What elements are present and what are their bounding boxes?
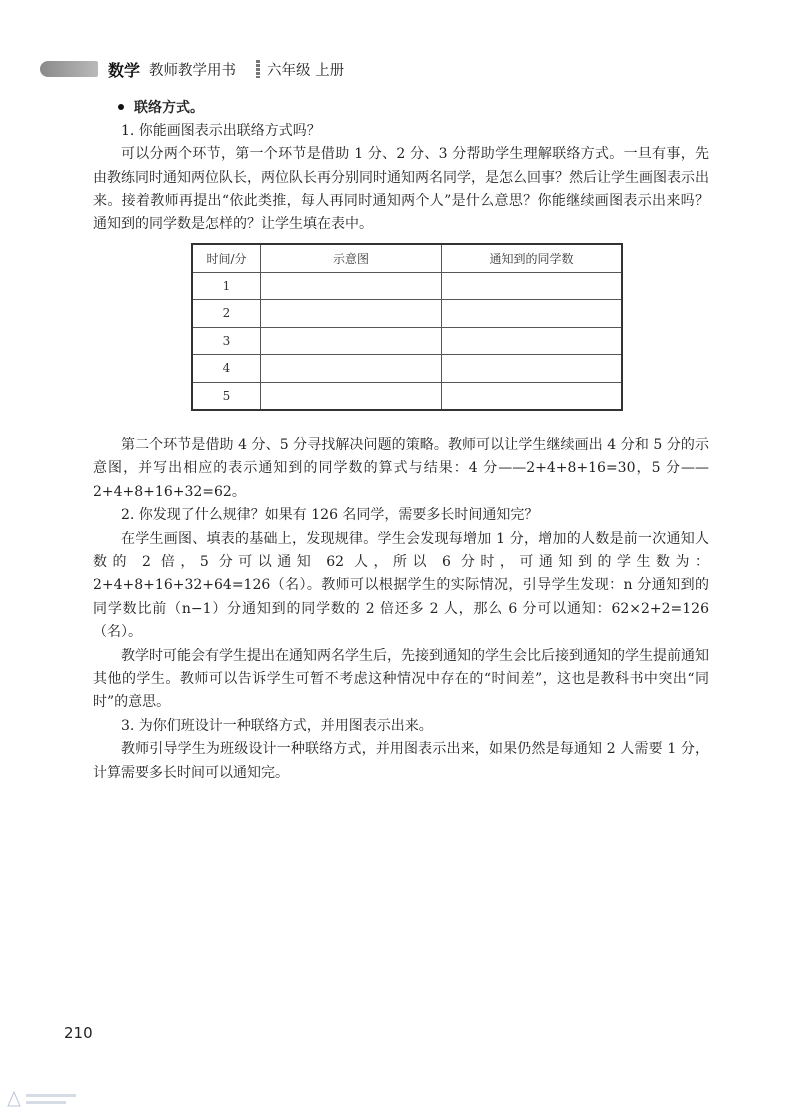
diagram-cell (261, 327, 442, 355)
time-cell: 4 (192, 355, 261, 383)
count-cell (442, 327, 623, 355)
watermark-logo (4, 1088, 82, 1110)
col-diagram: 示意图 (261, 244, 442, 272)
paragraph-3: 在学生画图、填表的基础上，发现规律。学生会发现每增加 1 分，增加的人数是前一次通知人数的 2 倍，5 分可以通知 62 人，所以 6 分时，可通知到的学生数为：2+4+8+16+32+64=126（名）。教师可以根据学生的实际情况，引导学生发现：n 分通知到的同学数比前（n−1）分通知到的同学数的 2 倍还多 2 人，那么 6 分可以通知：62×2+2=126（名）。 (93, 530, 709, 641)
paragraph-2: 第二个环节是借助 4 分、5 分寻找解决问题的策略。教师可以让学生继续画出 4 分和 5 分的示意图，并写出相应的表示通知到的同学数的算式与结果：4 分——2+4+8+16=30，5 分——2+4+8+16+32=62。 (93, 437, 709, 500)
header-subject: 数学 (108, 61, 141, 80)
table-row (192, 355, 622, 383)
count-cell (442, 355, 623, 383)
question-1: 1. 你能画图表示出联络方式吗？ (121, 123, 321, 140)
section-title: 联络方式。 (134, 100, 204, 116)
diagram-cell (261, 355, 442, 383)
notification-table (191, 243, 623, 411)
header-separator (256, 60, 260, 78)
question-3: 3. 为你们班设计一种联络方式，并用图表示出来。 (121, 717, 433, 734)
paragraph-5: 教师引导学生为班级设计一种联络方式，并用图表示出来，如果仍然是每通知 2 人需要 1 分，计算需要多长时间可以通知完。 (93, 741, 709, 781)
col-time: 时间/分 (192, 244, 261, 272)
content-part-2 (93, 434, 709, 785)
time-cell: 3 (192, 327, 261, 355)
count-cell (442, 300, 623, 328)
count-cell (442, 272, 623, 300)
header-book-title: 教师教学用书 (149, 63, 236, 79)
question-2: 2. 你发现了什么规律？如果有 126 名同学，需要多长时间通知完？ (121, 507, 539, 524)
header-tab-decoration (40, 61, 98, 77)
col-count: 通知到的同学数 (442, 244, 623, 272)
content-part-1 (93, 97, 709, 236)
table-row (192, 272, 622, 300)
page-number: 210 (64, 1024, 93, 1042)
diagram-cell (261, 300, 442, 328)
table-header-row (192, 244, 622, 272)
bullet-icon (118, 104, 124, 110)
table-row (192, 327, 622, 355)
paragraph-1: 可以分两个环节，第一个环节是借助 1 分、2 分、3 分帮助学生理解联络方式。一旦有事，先由教练同时通知两位队长，两位队长再分别同时通知两名同学，是怎么回事？然后让学生画图表示出来。接着教师再提出“依此类推，每人再同时通知两个人”是什么意思？你能继续画图表示出来吗？通知到的同学数是怎样的？让学生填在表中。 (93, 146, 709, 233)
paragraph-4: 教学时可能会有学生提出在通知两名学生后，先接到通知的学生会比后接到通知的学生提前通知其他的学生。教师可以告诉学生可暂不考虑这种情况中存在的“时间差”，这也是教科书中突出“同时”的意思。 (93, 647, 709, 711)
time-cell: 2 (192, 300, 261, 328)
header-grade: 六年级 上册 (267, 63, 345, 79)
section-heading (93, 97, 709, 120)
table-row (192, 300, 622, 328)
diagram-cell (261, 382, 442, 410)
time-cell: 5 (192, 382, 261, 410)
count-cell (442, 382, 623, 410)
diagram-cell (261, 272, 442, 300)
table-row (192, 382, 622, 410)
time-cell: 1 (192, 272, 261, 300)
